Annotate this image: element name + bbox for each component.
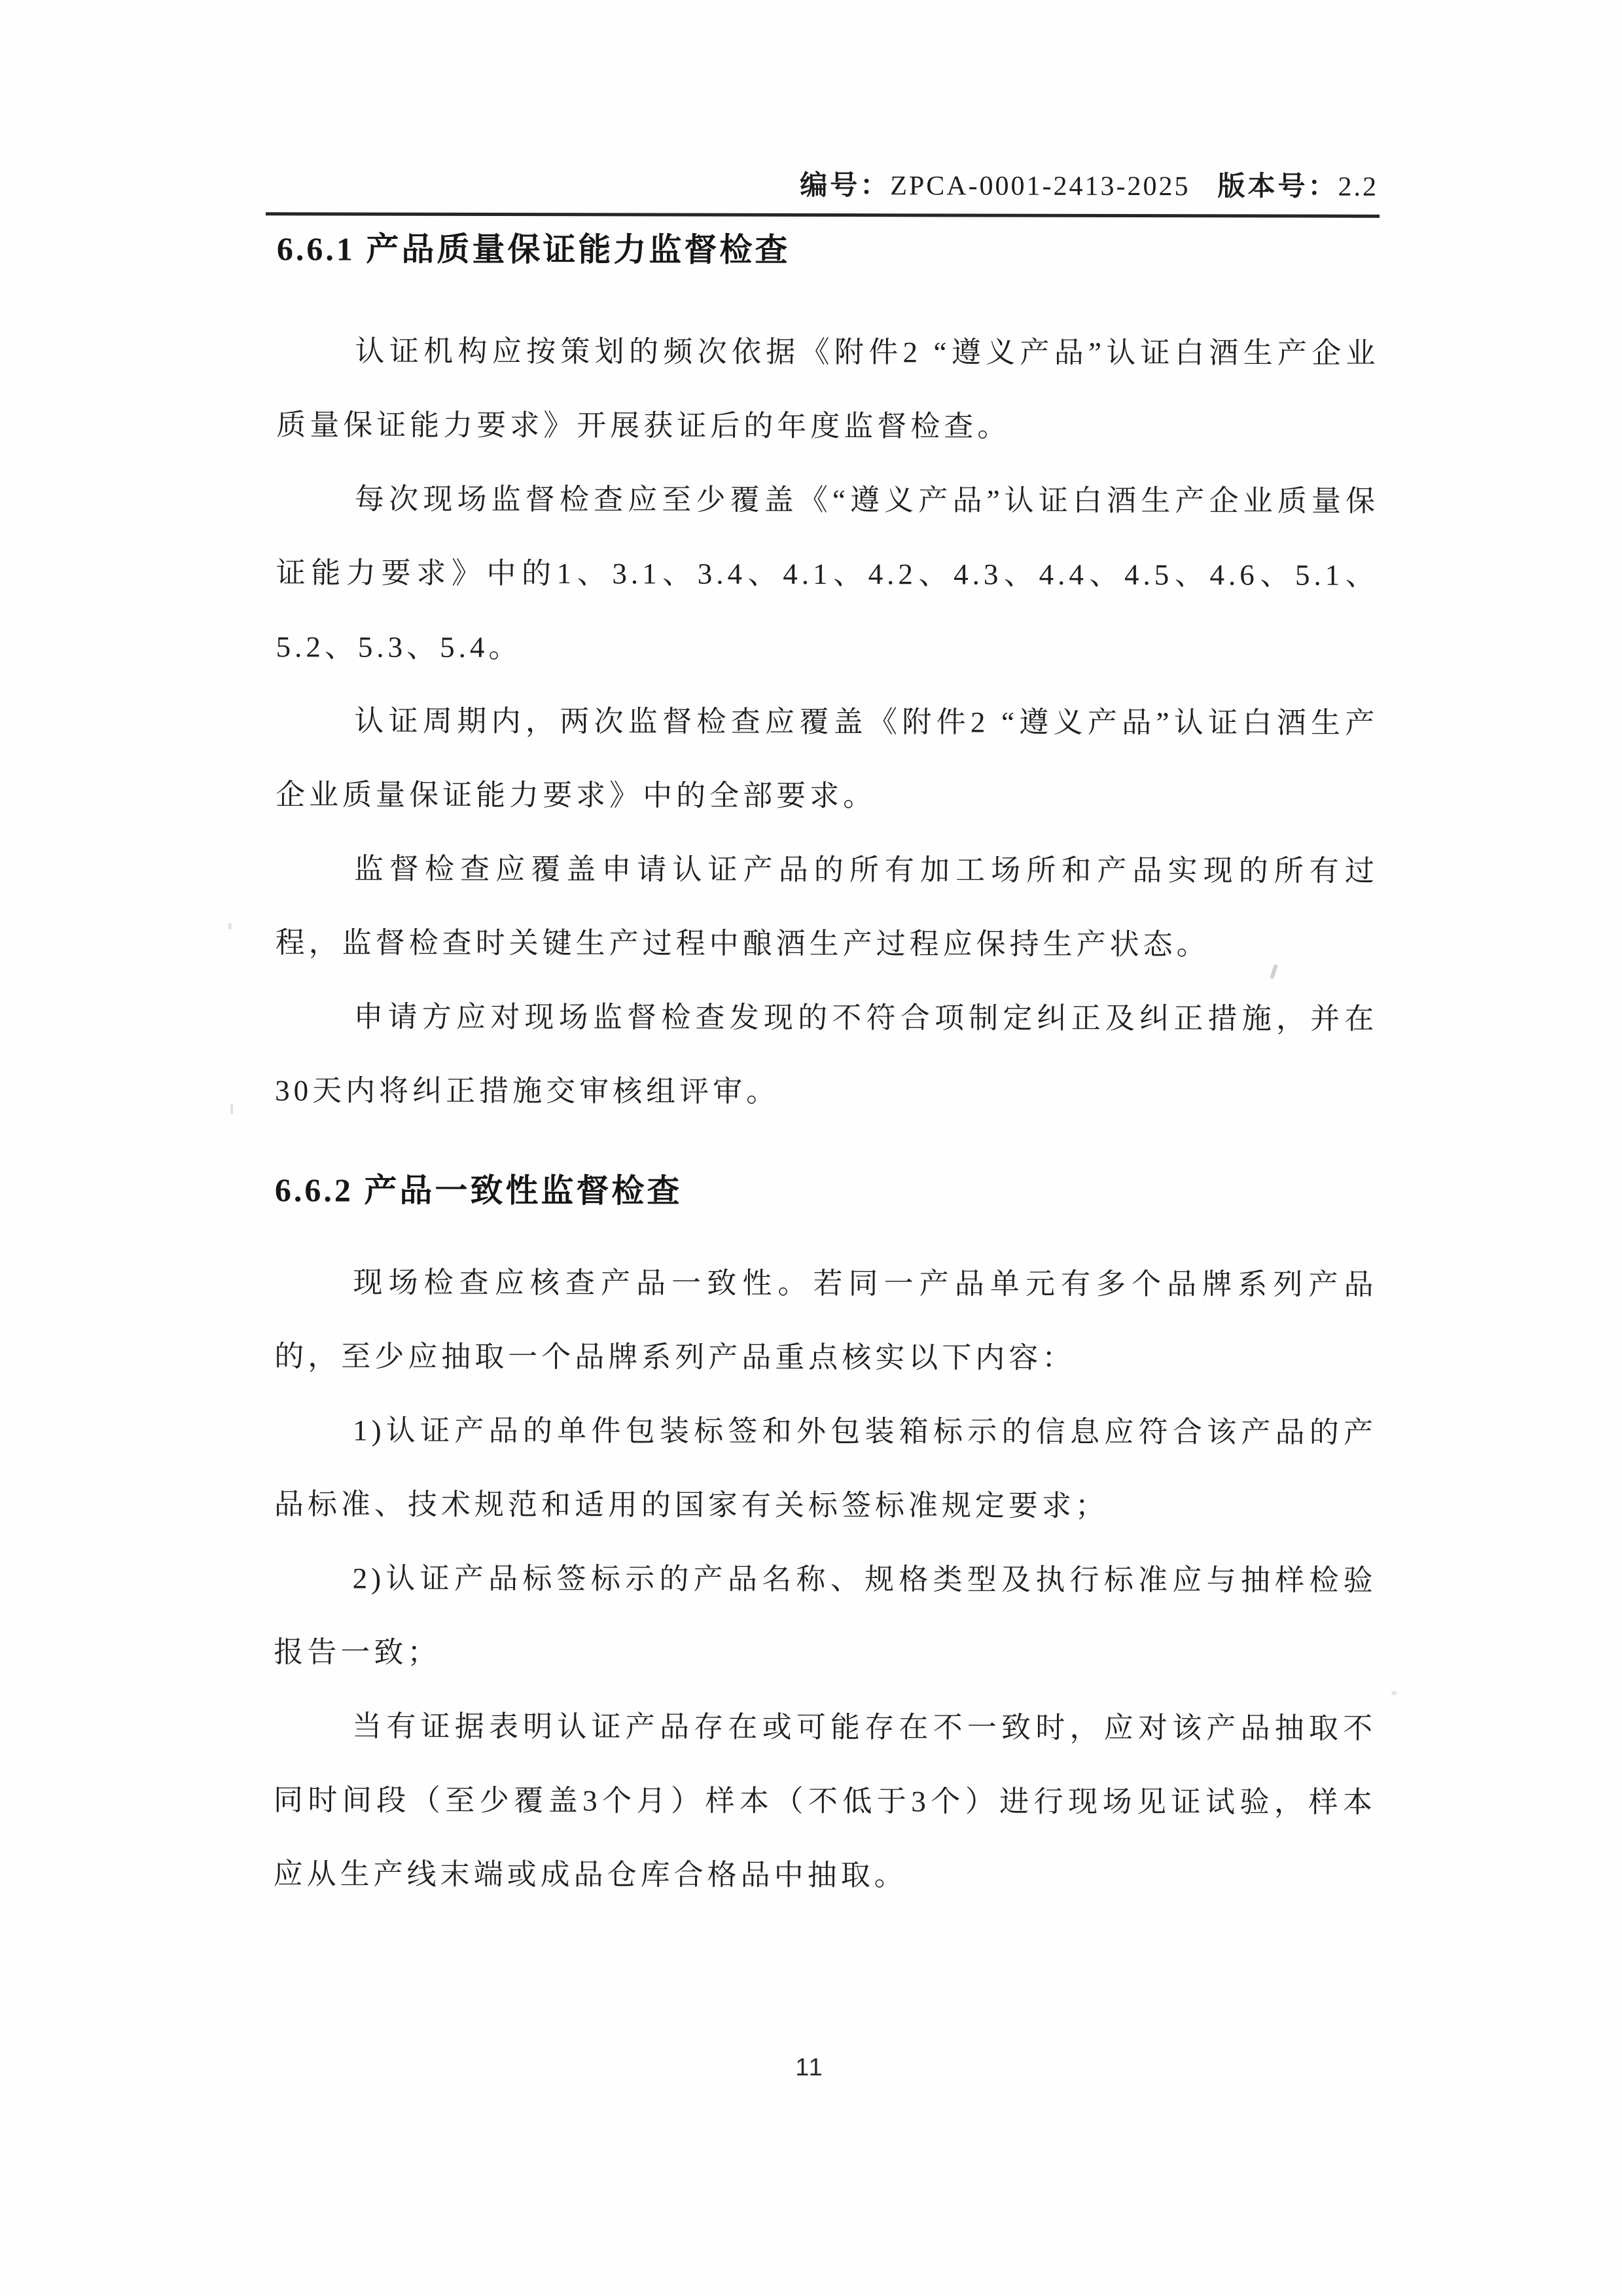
scan-speck: [1391, 1691, 1397, 1695]
paragraph: 认证机构应按策划的频次依据《附件2 “遵义产品”认证白酒生产企业质量保证能力要求》开展获证后的年度监督检查。: [276, 334, 1380, 443]
paragraph: 当有证据表明认证产品存在或可能存在不一致时，应对该产品抽取不同时间段（至少覆盖3个月）样本（不低于3个）进行现场见证试验，样本应从生产线末端或成品仓库合格品中抽取。: [273, 1710, 1377, 1892]
paragraph: 监督检查应覆盖申请认证产品的所有加工场所和产品实现的所有过程，监督检查时关键生产过程中酿酒生产过程应保持生产状态。: [275, 852, 1378, 961]
paragraph: 1)认证产品的单件包装标签和外包装箱标示的信息应符合该产品的产品标准、技术规范和适用的国家有关标签标准规定要求；: [274, 1414, 1378, 1522]
section-heading-662: 6.6.2 产品一致性监督检查: [274, 1172, 683, 1210]
paragraph: 认证周期内，两次监督检查应覆盖《附件2 “遵义产品”认证白酒生产企业质量保证能力要求》中的全部要求。: [276, 704, 1379, 813]
section-heading-661: 6.6.1 产品质量保证能力监督检查: [276, 230, 791, 268]
doc-number-value: ZPCA-0001-2413-2025: [890, 171, 1190, 202]
scan-speck: [230, 1103, 233, 1114]
paragraph: 现场检查应核查产品一致性。若同一产品单元有多个品牌系列产品的，至少应抽取一个品牌系列产品重点核实以下内容：: [274, 1266, 1378, 1374]
document-body: [274, 229, 1380, 1914]
paragraph: 每次现场监督检查应至少覆盖《“遵义产品”认证白酒生产企业质量保证能力要求》中的1、3.1、3.4、4.1、4.2、4.3、4.4、4.5、4.6、5.1、5.2、5.3、5.4。: [276, 482, 1380, 664]
version-label: 版本号：: [1217, 171, 1338, 202]
scan-speck: [228, 923, 232, 929]
version-value: 2.2: [1338, 171, 1379, 202]
doc-number-label: 编号：: [800, 170, 891, 202]
header-divider-rule: [266, 212, 1380, 218]
document-header: [266, 168, 1378, 204]
page-number: 11: [795, 2053, 824, 2082]
paragraph: 申请方应对现场监督检查发现的不符合项制定纠正及纠正措施，并在30天内将纠正措施交审核组评审。: [275, 1000, 1378, 1108]
paragraph: 2)认证产品标签标示的产品名称、规格类型及执行标准应与抽样检验报告一致；: [274, 1562, 1377, 1669]
